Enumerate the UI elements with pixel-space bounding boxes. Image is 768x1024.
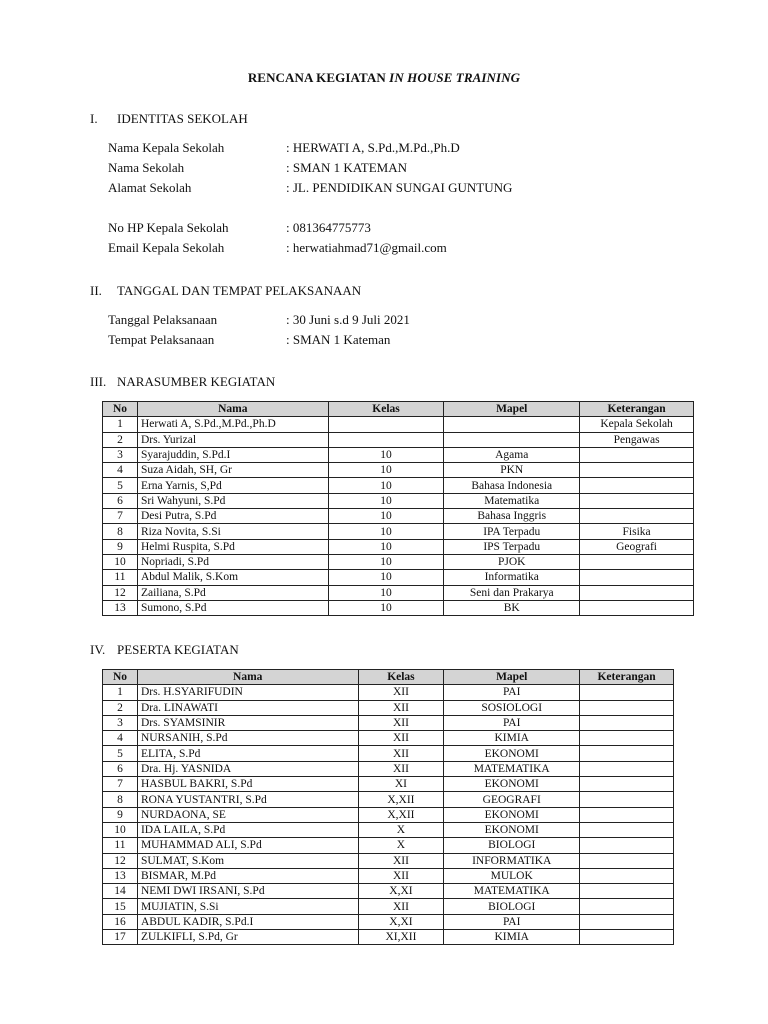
table-row	[103, 868, 674, 883]
cell-kelas: XII	[358, 700, 444, 715]
section-identitas-heading: I. IDENTITAS SEKOLAH	[90, 111, 248, 126]
cell-nama: IDA LAILA, S.Pd	[137, 822, 358, 837]
cell-no: 2	[103, 432, 138, 447]
cell-no: 8	[103, 524, 138, 539]
table-row	[103, 853, 674, 868]
cell-nama: BISMAR, M.Pd	[137, 868, 358, 883]
cell-nama: RONA YUSTANTRI, S.Pd	[137, 792, 358, 807]
cell-nama: NURDAONA, SE	[137, 807, 358, 822]
cell-nama: Erna Yarnis, S,Pd	[137, 478, 328, 493]
field-tanggal-pelaksanaan: Tanggal Pelaksanaan : 30 Juni s.d 9 Juli 2021	[108, 312, 410, 327]
table-row	[103, 731, 674, 746]
cell-mapel: EKONOMI	[444, 746, 580, 761]
cell-keterangan	[580, 884, 674, 899]
table-row	[103, 715, 674, 730]
cell-mapel: Informatika	[444, 570, 580, 585]
cell-mapel: MATEMATIKA	[444, 761, 580, 776]
table-row	[103, 746, 674, 761]
cell-mapel: MATEMATIKA	[444, 884, 580, 899]
cell-nama: Riza Novita, S.Si	[137, 524, 328, 539]
cell-keterangan	[580, 570, 694, 585]
cell-kelas: X	[358, 822, 444, 837]
cell-nama: SULMAT, S.Kom	[137, 853, 358, 868]
cell-kelas: XII	[358, 853, 444, 868]
cell-kelas: 10	[328, 585, 444, 600]
table-header-row	[103, 402, 694, 417]
cell-kelas: 10	[328, 570, 444, 585]
cell-mapel: SOSIOLOGI	[444, 700, 580, 715]
cell-mapel: Bahasa Inggris	[444, 509, 580, 524]
cell-mapel: EKONOMI	[444, 777, 580, 792]
cell-kelas: XII	[358, 685, 444, 700]
cell-keterangan	[580, 585, 694, 600]
table-row	[103, 822, 674, 837]
cell-kelas: 10	[328, 447, 444, 462]
table-row	[103, 838, 674, 853]
cell-kelas: 10	[328, 463, 444, 478]
table-row	[103, 884, 674, 899]
cell-keterangan	[580, 685, 674, 700]
header-nama: Nama	[137, 402, 328, 417]
header-kelas: Kelas	[328, 402, 444, 417]
cell-mapel: PAI	[444, 685, 580, 700]
cell-no: 10	[103, 554, 138, 569]
header-no: No	[103, 670, 138, 685]
cell-no: 7	[103, 509, 138, 524]
cell-nama: Abdul Malik, S.Kom	[137, 570, 328, 585]
cell-keterangan	[580, 868, 674, 883]
narasumber-table	[102, 401, 694, 616]
cell-no: 13	[103, 868, 138, 883]
cell-kelas: X,XII	[358, 807, 444, 822]
cell-keterangan	[580, 853, 674, 868]
table-row	[103, 600, 694, 615]
cell-keterangan	[580, 746, 674, 761]
cell-kelas: X,XI	[358, 914, 444, 929]
cell-keterangan	[580, 700, 674, 715]
field-no-hp: No HP Kepala Sekolah : 081364775773	[108, 220, 371, 235]
cell-keterangan	[580, 822, 674, 837]
cell-nama: Drs. Yurizal	[137, 432, 328, 447]
cell-no: 4	[103, 731, 138, 746]
table-row	[103, 700, 674, 715]
header-nama: Nama	[137, 670, 358, 685]
cell-no: 15	[103, 899, 138, 914]
table-row	[103, 761, 674, 776]
table-row	[103, 539, 694, 554]
cell-nama: Drs. SYAMSINIR	[137, 715, 358, 730]
cell-keterangan	[580, 600, 694, 615]
cell-mapel: PAI	[444, 914, 580, 929]
cell-no: 13	[103, 600, 138, 615]
table-row	[103, 493, 694, 508]
table-row	[103, 417, 694, 432]
cell-kelas	[328, 417, 444, 432]
cell-keterangan	[580, 509, 694, 524]
cell-keterangan: Fisika	[580, 524, 694, 539]
cell-kelas: X	[358, 838, 444, 853]
cell-nama: Herwati A, S.Pd.,M.Pd.,Ph.D	[137, 417, 328, 432]
cell-mapel: BIOLOGI	[444, 899, 580, 914]
header-mapel: Mapel	[444, 670, 580, 685]
table-row	[103, 930, 674, 945]
table-row	[103, 554, 694, 569]
cell-kelas: 10	[328, 600, 444, 615]
cell-keterangan	[580, 761, 674, 776]
cell-mapel	[444, 417, 580, 432]
cell-no: 5	[103, 478, 138, 493]
cell-no: 14	[103, 884, 138, 899]
cell-no: 2	[103, 700, 138, 715]
cell-keterangan	[580, 478, 694, 493]
cell-mapel: EKONOMI	[444, 807, 580, 822]
cell-nama: Syarajuddin, S.Pd.I	[137, 447, 328, 462]
cell-no: 8	[103, 792, 138, 807]
cell-keterangan	[580, 792, 674, 807]
cell-mapel: BK	[444, 600, 580, 615]
header-kelas: Kelas	[358, 670, 444, 685]
cell-no: 11	[103, 838, 138, 853]
table-row	[103, 509, 694, 524]
table-row	[103, 899, 674, 914]
cell-kelas: XII	[358, 731, 444, 746]
cell-no: 12	[103, 585, 138, 600]
cell-kelas: XII	[358, 746, 444, 761]
field-alamat-sekolah: Alamat Sekolah : JL. PENDIDIKAN SUNGAI GUNTUNG	[108, 180, 513, 195]
cell-keterangan	[580, 914, 674, 929]
cell-mapel: BIOLOGI	[444, 838, 580, 853]
table-row	[103, 792, 674, 807]
cell-nama: Zailiana, S.Pd	[137, 585, 328, 600]
cell-mapel: KIMIA	[444, 930, 580, 945]
cell-mapel: Matematika	[444, 493, 580, 508]
cell-nama: Dra. Hj. YASNIDA	[137, 761, 358, 776]
cell-nama: ELITA, S.Pd	[137, 746, 358, 761]
cell-kelas: 10	[328, 539, 444, 554]
cell-mapel: INFORMATIKA	[444, 853, 580, 868]
cell-nama: NEMI DWI IRSANI, S.Pd	[137, 884, 358, 899]
table-row	[103, 570, 694, 585]
cell-keterangan	[580, 715, 674, 730]
cell-kelas: 10	[328, 493, 444, 508]
cell-mapel: PJOK	[444, 554, 580, 569]
cell-keterangan: Pengawas	[580, 432, 694, 447]
cell-nama: MUHAMMAD ALI, S.Pd	[137, 838, 358, 853]
cell-keterangan: Geografi	[580, 539, 694, 554]
field-tempat-pelaksanaan: Tempat Pelaksanaan : SMAN 1 Kateman	[108, 332, 391, 347]
table-header-row	[103, 670, 674, 685]
cell-no: 9	[103, 807, 138, 822]
cell-keterangan	[580, 777, 674, 792]
cell-kelas: 10	[328, 509, 444, 524]
cell-no: 9	[103, 539, 138, 554]
cell-kelas: XI,XII	[358, 930, 444, 945]
cell-keterangan	[580, 493, 694, 508]
cell-no: 10	[103, 822, 138, 837]
cell-kelas: XII	[358, 761, 444, 776]
table-row	[103, 807, 674, 822]
table-row	[103, 432, 694, 447]
cell-nama: NURSANIH, S.Pd	[137, 731, 358, 746]
cell-keterangan	[580, 463, 694, 478]
cell-mapel: MULOK	[444, 868, 580, 883]
cell-kelas: X,XII	[358, 792, 444, 807]
cell-no: 1	[103, 685, 138, 700]
section-narasumber-heading: III. NARASUMBER KEGIATAN	[90, 374, 276, 389]
cell-mapel	[444, 432, 580, 447]
cell-keterangan	[580, 554, 694, 569]
document-title	[0, 70, 768, 86]
cell-keterangan	[580, 447, 694, 462]
cell-no: 16	[103, 914, 138, 929]
table-row	[103, 777, 674, 792]
cell-mapel: Seni dan Prakarya	[444, 585, 580, 600]
cell-no: 17	[103, 930, 138, 945]
cell-nama: Nopriadi, S.Pd	[137, 554, 328, 569]
cell-mapel: GEOGRAFI	[444, 792, 580, 807]
field-nama-sekolah: Nama Sekolah : SMAN 1 KATEMAN	[108, 160, 407, 175]
cell-keterangan	[580, 930, 674, 945]
cell-keterangan: Kepala Sekolah	[580, 417, 694, 432]
table-row	[103, 685, 674, 700]
cell-nama: Desi Putra, S.Pd	[137, 509, 328, 524]
cell-mapel: Bahasa Indonesia	[444, 478, 580, 493]
cell-no: 5	[103, 746, 138, 761]
cell-keterangan	[580, 807, 674, 822]
section-peserta-heading: IV. PESERTA KEGIATAN	[90, 642, 239, 657]
cell-kelas: 10	[328, 524, 444, 539]
cell-mapel: PAI	[444, 715, 580, 730]
cell-kelas: XII	[358, 899, 444, 914]
cell-keterangan	[580, 731, 674, 746]
cell-mapel: Agama	[444, 447, 580, 462]
peserta-table	[102, 669, 674, 945]
cell-kelas: XI	[358, 777, 444, 792]
cell-nama: MUJIATIN, S.Si	[137, 899, 358, 914]
cell-nama: HASBUL BAKRI, S.Pd	[137, 777, 358, 792]
cell-keterangan	[580, 838, 674, 853]
table-row	[103, 524, 694, 539]
cell-no: 6	[103, 493, 138, 508]
cell-mapel: PKN	[444, 463, 580, 478]
cell-nama: Sumono, S.Pd	[137, 600, 328, 615]
cell-kelas: X,XI	[358, 884, 444, 899]
table-row	[103, 585, 694, 600]
cell-kelas: 10	[328, 478, 444, 493]
cell-nama: Drs. H.SYARIFUDIN	[137, 685, 358, 700]
cell-no: 3	[103, 715, 138, 730]
header-mapel: Mapel	[444, 402, 580, 417]
field-nama-kepala-sekolah: Nama Kepala Sekolah : HERWATI A, S.Pd.,M.Pd.,Ph.D	[108, 140, 460, 155]
title-main: RENCANA KEGIATAN	[247, 70, 386, 85]
cell-kelas: XII	[358, 868, 444, 883]
table-row	[103, 914, 674, 929]
table-row	[103, 478, 694, 493]
cell-nama: Suza Aidah, SH, Gr	[137, 463, 328, 478]
cell-nama: Dra. LINAWATI	[137, 700, 358, 715]
cell-nama: ZULKIFLI, S.Pd, Gr	[137, 930, 358, 945]
cell-mapel: EKONOMI	[444, 822, 580, 837]
field-email: Email Kepala Sekolah : herwatiahmad71@gmail.com	[108, 240, 447, 255]
header-keterangan: Keterangan	[580, 670, 674, 685]
cell-mapel: KIMIA	[444, 731, 580, 746]
cell-kelas: XII	[358, 715, 444, 730]
section-tanggal-heading: II. TANGGAL DAN TEMPAT PELAKSANAAN	[90, 283, 362, 298]
cell-no: 11	[103, 570, 138, 585]
cell-no: 3	[103, 447, 138, 462]
cell-keterangan	[580, 899, 674, 914]
table-row	[103, 447, 694, 462]
cell-no: 1	[103, 417, 138, 432]
header-no: No	[103, 402, 138, 417]
cell-kelas	[328, 432, 444, 447]
header-keterangan: Keterangan	[580, 402, 694, 417]
table-row	[103, 463, 694, 478]
cell-nama: Sri Wahyuni, S.Pd	[137, 493, 328, 508]
cell-no: 12	[103, 853, 138, 868]
cell-mapel: IPA Terpadu	[444, 524, 580, 539]
cell-mapel: IPS Terpadu	[444, 539, 580, 554]
cell-nama: ABDUL KADIR, S.Pd.I	[137, 914, 358, 929]
cell-no: 6	[103, 761, 138, 776]
cell-no: 4	[103, 463, 138, 478]
cell-no: 7	[103, 777, 138, 792]
title-italic: IN HOUSE TRAINING	[389, 70, 521, 85]
cell-nama: Helmi Ruspita, S.Pd	[137, 539, 328, 554]
cell-kelas: 10	[328, 554, 444, 569]
